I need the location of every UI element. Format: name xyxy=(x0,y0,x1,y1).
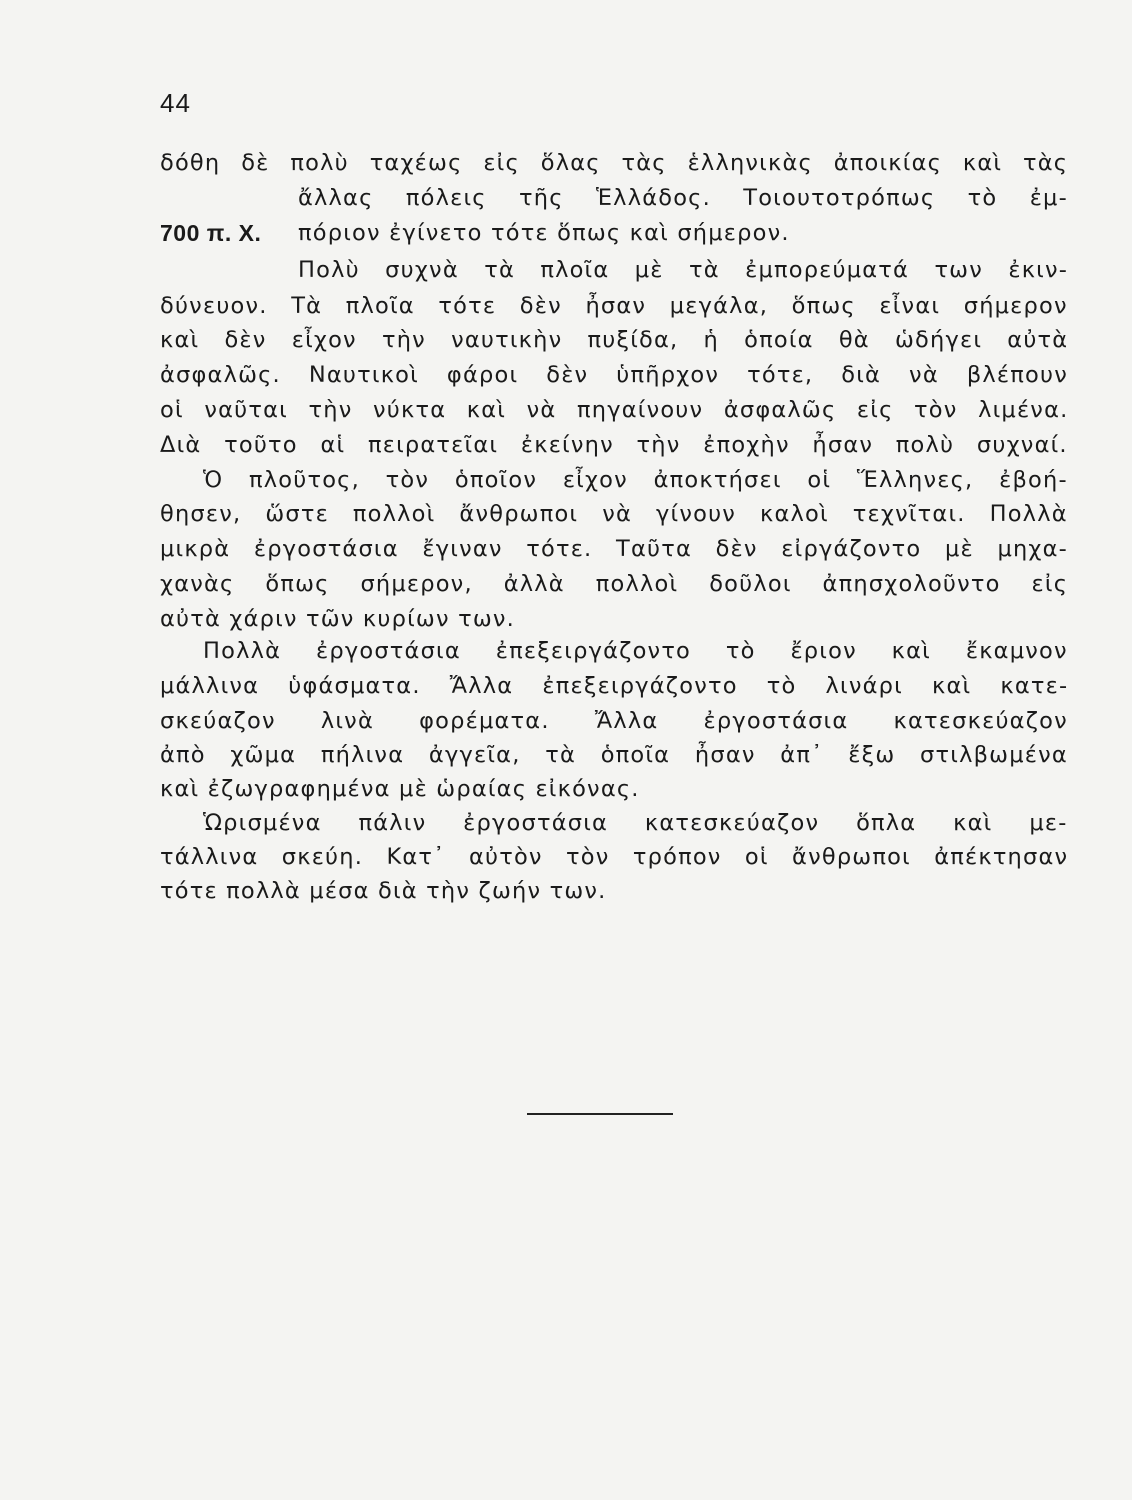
text-line: χανὰς ὅπως σήμερον, ἀλλὰ πολλοὶ δοῦλοι ἀπησχολοῦντο εἰς xyxy=(160,571,1069,597)
text-line: Πολλὰ ἐργοστάσια ἐπεξειργάζοντο τὸ ἔριον καὶ ἔκαμνον xyxy=(203,638,1068,664)
text-line: θησεν, ὥστε πολλοὶ ἄνθρωποι νὰ γίνουν καλοὶ τεχνῖται. Πολλὰ xyxy=(160,501,1068,527)
text-line: μάλλινα ὑφάσματα. Ἄλλα ἐπεξειργάζοντο τὸ λινάρι καὶ κατε- xyxy=(160,673,1069,699)
text-line: τότε πολλὰ μέσα διὰ τὴν ζωήν των. xyxy=(160,878,607,904)
text-line: δύνευον. Τὰ πλοῖα τότε δὲν ἦσαν μεγάλα, ὅπως εἶναι σήμερον xyxy=(160,293,1068,319)
end-rule xyxy=(527,1113,673,1115)
text-line: αὐτὰ χάριν τῶν κυρίων των. xyxy=(160,606,515,632)
text-line: καὶ δὲν εἶχον τὴν ναυτικὴν πυξίδα, ἡ ὁποία θὰ ὡδήγει αὐτὰ xyxy=(160,327,1069,353)
page-number: 44 xyxy=(160,88,191,118)
margin-date-note: 700 π. Χ. xyxy=(160,220,262,246)
text-line: Πολὺ συχνὰ τὰ πλοῖα μὲ τὰ ἐμπορεύματά των ἐκιν- xyxy=(298,257,1069,283)
text-line: Ὡρισμένα πάλιν ἐργοστάσια κατεσκεύαζον ὅπλα καὶ με- xyxy=(203,810,1068,836)
text-line: πόριον ἐγίνετο τότε ὅπως καὶ σήμερον. xyxy=(298,220,790,246)
text-line: καὶ ἐζωγραφημένα μὲ ὡραίας εἰκόνας. xyxy=(160,776,640,802)
text-line: σκεύαζον λινὰ φορέματα. Ἄλλα ἐργοστάσια κατεσκεύαζον xyxy=(160,708,1068,734)
text-line: μικρὰ ἐργοστάσια ἔγιναν τότε. Ταῦτα δὲν εἰργάζοντο μὲ μηχα- xyxy=(160,536,1068,562)
text-line: τάλλινα σκεύη. Κατ᾽ αὐτὸν τὸν τρόπον οἱ ἄνθρωποι ἀπέκτησαν xyxy=(160,844,1069,870)
text-line: Ὁ πλοῦτος, τὸν ὁποῖον εἶχον ἀποκτήσει οἱ Ἕλληνες, ἐβοή- xyxy=(203,467,1068,493)
text-line: ἀσφαλῶς. Ναυτικοὶ φάροι δὲν ὑπῆρχον τότε, διὰ νὰ βλέπουν xyxy=(160,362,1068,388)
text-line: Διὰ τοῦτο αἱ πειρατεῖαι ἐκείνην τὴν ἐποχὴν ἦσαν πολὺ συχναί. xyxy=(160,432,1068,458)
text-line: οἱ ναῦται τὴν νύκτα καὶ νὰ πηγαίνουν ἀσφαλῶς εἰς τὸν λιμένα. xyxy=(160,397,1069,423)
text-line: δόθη δὲ πολὺ ταχέως εἰς ὅλας τὰς ἑλληνικὰς ἀποικίας καὶ τὰς xyxy=(160,150,1069,176)
text-line: ἄλλας πόλεις τῆς Ἑλλάδος. Τοιουτοτρόπως τὸ ἐμ- xyxy=(298,185,1068,211)
text-line: ἀπὸ χῶμα πήλινα ἀγγεῖα, τὰ ὁποῖα ἦσαν ἀπ᾽ ἔξω στιλβωμένα xyxy=(160,742,1068,768)
